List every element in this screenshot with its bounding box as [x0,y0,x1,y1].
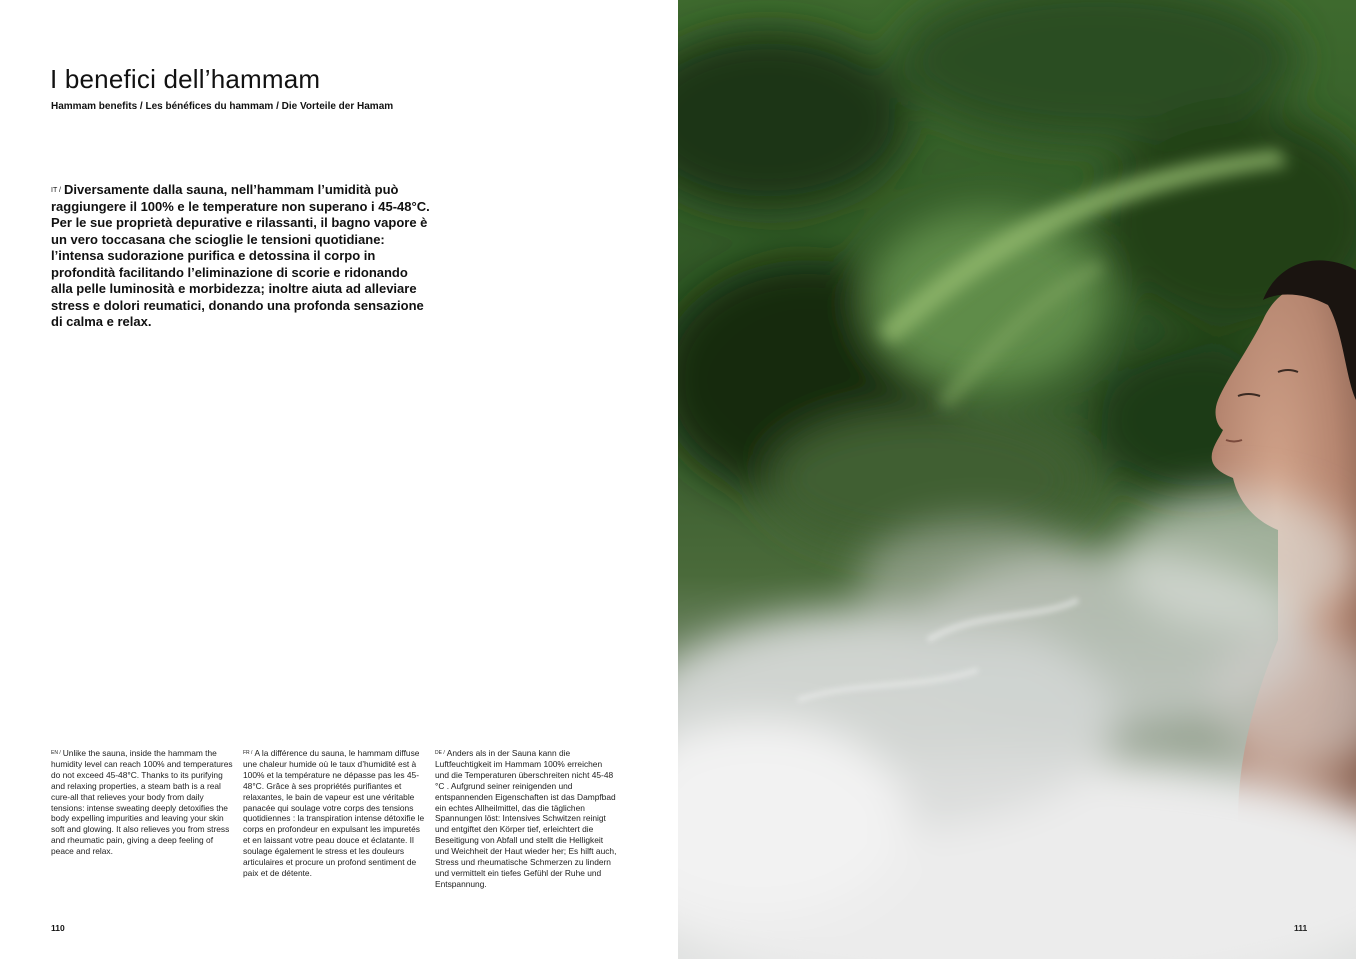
language-tag-it: IT / [51,187,61,194]
italian-lead-text: Diversamente dalla sauna, nell’hammam l’umidità può raggiungere il 100% e le temperature non superano i 45-48°C. Per le sue proprietà depurative e rilassanti, il bagno vapore è un vero toccasana che scioglie le tensioni quotidiane: l’intensa sudorazione purifica e detossina il corpo in profondità facilitando l’eliminazione di scorie e ridonando alla pelle luminosità e morbidezza; inoltre aiuta ad alleviare stress e dolori reumatici, donando una profonda sensazione di calma e relax. [51,182,430,329]
italian-lead-paragraph [51,182,431,331]
german-column [435,748,617,890]
page-number-right: 111 [1294,923,1308,933]
english-column [51,748,233,857]
page-subtitle: Hammam benefits / Les bénéfices du hammam / Die Vorteile der Hamam [51,101,394,112]
language-tag-en: EN / [51,750,61,756]
english-text: Unlike the sauna, inside the hammam the humidity level can reach 100% and temperatures do not exceed 45-48°C. Thanks to its purifying and relaxing properties, a steam bath is a real cure-all that relieves your body from daily tensions: intense sweating deeply detoxifies the body expelling impurities and leaving your skin soft and glowing. It also relieves you from stress and rheumatic pain, giving a deep feeling of peace and relax. [51,748,233,857]
page-title: I benefici dell’hammam [50,64,321,94]
french-column [243,748,425,879]
language-tag-fr: FR / [243,750,253,756]
woman-in-steam-bath-photo [678,0,1356,959]
german-text: Anders als in der Sauna kann die Luftfeuchtigkeit im Hammam 100% erreichen und die Temperaturen überschreiten nicht 45-48 °C . Aufgrund seiner reinigenden und entspannenden Eigenschaften ist das Dampfbad ein echtes Allheilmittel, das die täglichen Spannungen löst: Intensives Schwitzen reinigt und entgiftet den Körper tief, erleichtert die Beseitigung von Abfall und stellt die Helligkeit und Weichheit der Haut wieder her; Es hilft auch, Stress und rheumatische Schmerzen zu lindern und vermittelt ein tiefes Gefühl der Ruhe und Entspannung. [435,748,617,889]
right-page-photo [678,0,1356,959]
french-text: A la différence du sauna, le hammam diffuse une chaleur humide où le taux d’humidité est à 100% et la température ne dépasse pas les 45-48°C. Grâce à ses propriétés purifiantes et relaxantes, le bain de vapeur est une véritable panacée qui soulage votre corps des tensions quotidiennes : la transpiration intense détoxifie le corps en profondeur en expulsant les impuretés et en laissant votre peau douce et éclatante. Il soulage également le stress et les douleurs articulaires et procure un profond sentiment de paix et de détente. [243,748,425,878]
page-number-left: 110 [51,923,65,933]
language-tag-de: DE / [435,750,445,756]
